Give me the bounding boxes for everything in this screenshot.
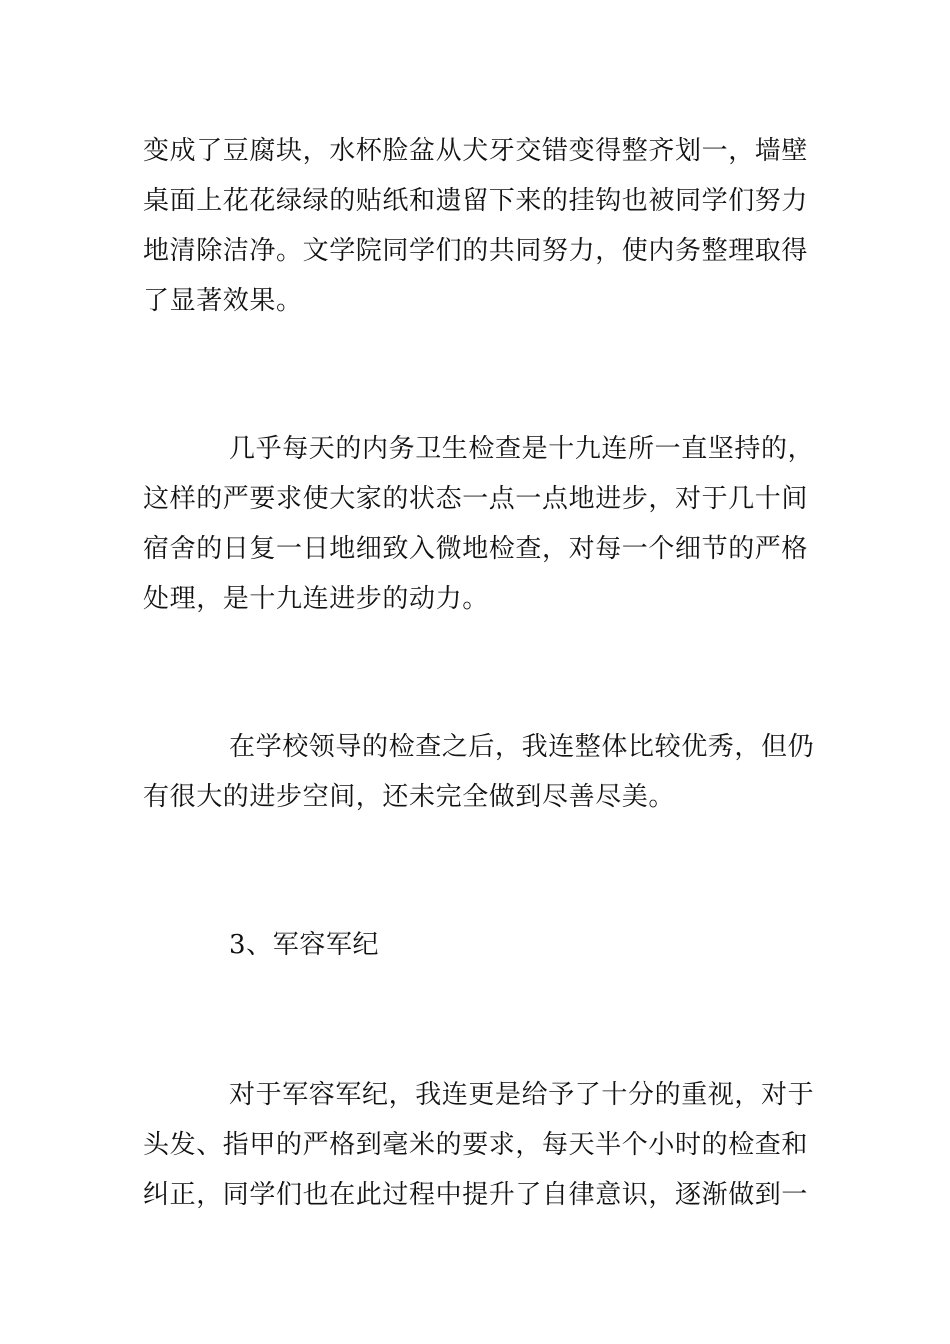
paragraph-military-discipline bbox=[143, 1070, 815, 1220]
paragraph-leader-inspection bbox=[143, 722, 815, 822]
text-line: 桌面上花花绿绿的贴纸和遗留下来的挂钩也被同学们努力 bbox=[143, 186, 809, 216]
paragraph-continued bbox=[143, 126, 808, 326]
text-line: 几乎每天的内务卫生检查是十九连所一直坚持的， bbox=[229, 434, 815, 464]
text-line: 在学校领导的检查之后，我连整体比较优秀，但仍 bbox=[229, 732, 815, 762]
text-line: 了显著效果。 bbox=[143, 286, 303, 316]
text-line: 有很大的进步空间，还未完全做到尽善尽美。 bbox=[143, 782, 676, 812]
text-line: 宿舍的日复一日地细致入微地检查，对每一个细节的严格 bbox=[143, 534, 809, 564]
text-line: 变成了豆腐块，水杯脸盆从犬牙交错变得整齐划一，墙壁 bbox=[143, 136, 809, 166]
text-line: 对于军容军纪，我连更是给予了十分的重视，对于 bbox=[229, 1080, 815, 1110]
heading-text: 3、军容军纪 bbox=[229, 930, 380, 960]
text-line: 头发、指甲的严格到毫米的要求，每天半个小时的检查和 bbox=[143, 1130, 809, 1160]
text-line: 纠正，同学们也在此过程中提升了自律意识，逐渐做到一 bbox=[143, 1180, 809, 1210]
section-heading bbox=[143, 920, 808, 970]
paragraph-daily-inspection bbox=[143, 424, 815, 624]
text-line: 地清除洁净。文学院同学们的共同努力，使内务整理取得 bbox=[143, 236, 809, 266]
text-line: 这样的严要求使大家的状态一点一点地进步，对于几十间 bbox=[143, 484, 809, 514]
text-line: 处理，是十九连进步的动力。 bbox=[143, 584, 489, 614]
